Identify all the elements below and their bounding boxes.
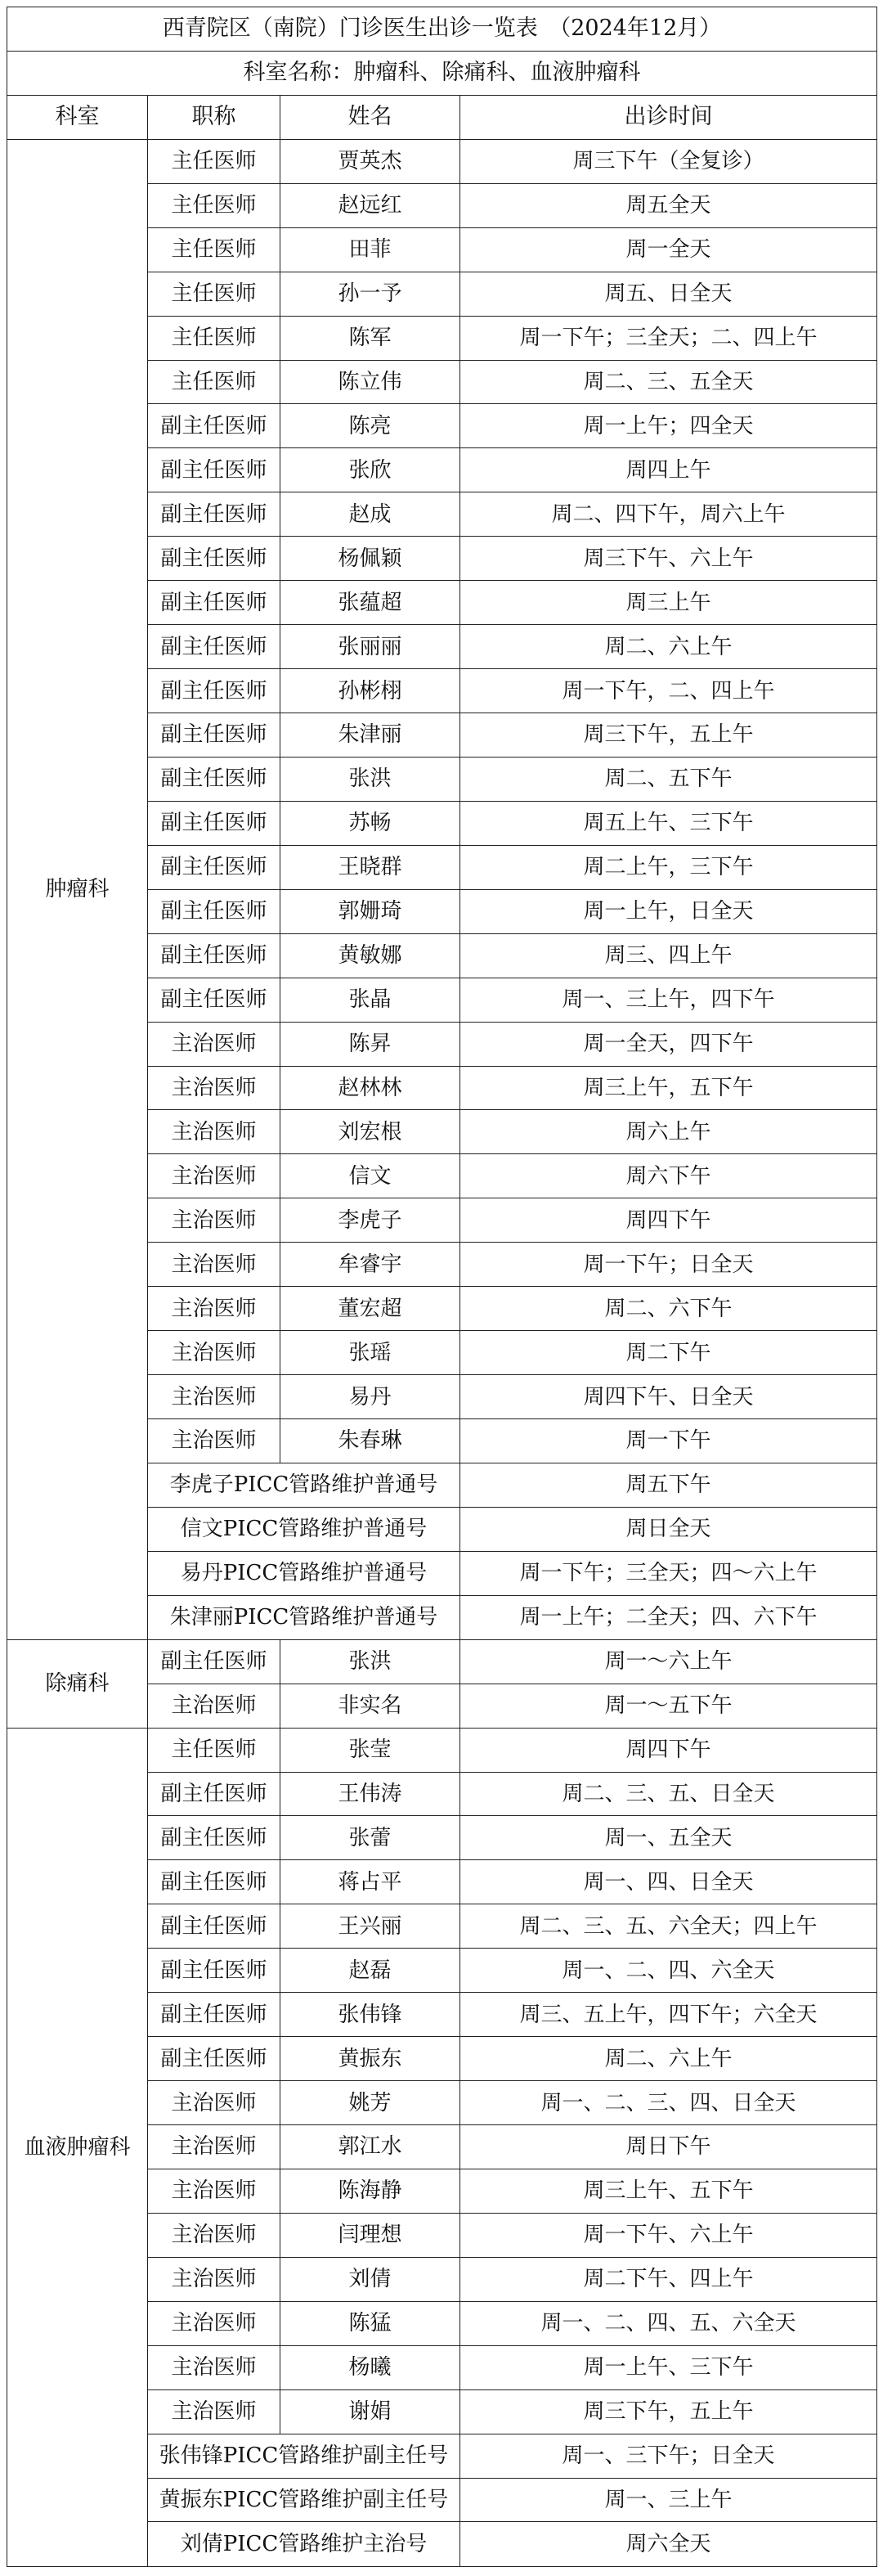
department-cell: 血液肿瘤科 [7,1728,148,2566]
doctor-name-cell: 苏畅 [280,801,460,845]
title-cell: 副主任医师 [148,1772,280,1816]
doctor-name-cell: 牟睿宇 [280,1243,460,1287]
doctor-name-cell: 张蕴超 [280,581,460,625]
schedule-time-cell: 周四上午 [460,448,877,492]
schedule-time-cell: 周四下午 [460,1728,877,1772]
schedule-time-cell: 周三、四上午 [460,933,877,978]
header-department: 科室 [7,95,148,139]
doctor-name-cell: 王伟涛 [280,1772,460,1816]
schedule-time-cell: 周二、四下午，周六上午 [460,492,877,537]
title-cell: 副主任医师 [148,889,280,933]
schedule-time-cell: 周三上午、五下午 [460,2169,877,2213]
title-cell: 副主任医师 [148,581,280,625]
schedule-time-cell: 周一、三上午 [460,2478,877,2522]
title-cell: 副主任医师 [148,933,280,978]
title-cell: 副主任医师 [148,1860,280,1904]
schedule-time-cell: 周二、三、五、六全天；四上午 [460,1904,877,1949]
schedule-table [7,7,877,2567]
schedule-time-cell: 周五下午 [460,1463,877,1507]
doctor-name-cell: 闫理想 [280,2213,460,2257]
title-cell: 主治医师 [148,1684,280,1728]
doctor-name-cell: 董宏超 [280,1287,460,1331]
schedule-time-cell: 周三下午（全复诊） [460,139,877,183]
table-row [7,1728,877,1772]
doctor-name-cell: 朱春琳 [280,1419,460,1463]
title-cell: 副主任医师 [148,1993,280,2037]
title-cell: 副主任医师 [148,2037,280,2081]
doctor-name-cell: 赵远红 [280,183,460,227]
title-cell: 主任医师 [148,183,280,227]
schedule-time-cell: 周一上午，日全天 [460,889,877,933]
doctor-name-cell: 姚芳 [280,2081,460,2125]
title-cell: 主治医师 [148,2081,280,2125]
header-row [7,95,877,139]
schedule-time-cell: 周二、三、五、日全天 [460,1772,877,1816]
title-cell: 主治医师 [148,1375,280,1419]
doctor-name-cell: 王兴丽 [280,1904,460,1949]
doctor-name-cell: 张洪 [280,757,460,801]
doctor-name-cell: 张丽丽 [280,625,460,669]
title-cell: 副主任医师 [148,845,280,889]
picc-service-cell: 朱津丽PICC管路维护普通号 [148,1595,460,1639]
title-cell: 副主任医师 [148,492,280,537]
doctor-name-cell: 陈昇 [280,1022,460,1066]
doctor-name-cell: 孙一予 [280,272,460,316]
title-cell: 主任医师 [148,360,280,404]
doctor-name-cell: 信文 [280,1154,460,1198]
title-cell: 主治医师 [148,2301,280,2345]
title-cell: 主任医师 [148,139,280,183]
schedule-time-cell: 周六下午 [460,1154,877,1198]
doctor-name-cell: 张莹 [280,1728,460,1772]
schedule-time-cell: 周一、三下午；日全天 [460,2434,877,2478]
schedule-time-cell: 周二、五下午 [460,757,877,801]
table-title: 西青院区（南院）门诊医生出诊一览表 （2024年12月） [7,7,877,52]
title-cell: 副主任医师 [148,757,280,801]
title-cell: 主治医师 [148,1287,280,1331]
doctor-name-cell: 黄振东 [280,2037,460,2081]
schedule-time-cell: 周三上午，五下午 [460,1066,877,1110]
doctor-name-cell: 赵林林 [280,1066,460,1110]
title-cell: 副主任医师 [148,448,280,492]
table-row [7,139,877,183]
title-cell: 副主任医师 [148,1639,280,1684]
title-cell: 副主任医师 [148,801,280,845]
doctor-name-cell: 郭姗琦 [280,889,460,933]
schedule-time-cell: 周三、五上午，四下午；六全天 [460,1993,877,2037]
doctor-name-cell: 张伟锋 [280,1993,460,2037]
table-row [7,1639,877,1684]
title-cell: 主治医师 [148,1066,280,1110]
schedule-time-cell: 周日全天 [460,1507,877,1551]
title-cell: 主任医师 [148,272,280,316]
title-cell: 主治医师 [148,2169,280,2213]
schedule-time-cell: 周一下午、六上午 [460,2213,877,2257]
schedule-time-cell: 周二上午，三下午 [460,845,877,889]
picc-service-cell: 刘倩PICC管路维护主治号 [148,2522,460,2567]
schedule-time-cell: 周三下午，五上午 [460,2389,877,2434]
schedule-time-cell: 周三下午、六上午 [460,537,877,581]
picc-service-cell: 易丹PICC管路维护普通号 [148,1551,460,1595]
title-cell: 副主任医师 [148,537,280,581]
doctor-name-cell: 张蕾 [280,1816,460,1860]
title-cell: 主治医师 [148,2345,280,2389]
schedule-time-cell: 周三上午 [460,581,877,625]
title-cell: 主任医师 [148,316,280,360]
schedule-time-cell: 周二、六下午 [460,1287,877,1331]
header-title: 职称 [148,95,280,139]
title-cell: 主治医师 [148,1419,280,1463]
schedule-time-cell: 周一下午；日全天 [460,1243,877,1287]
picc-service-cell: 黄振东PICC管路维护副主任号 [148,2478,460,2522]
title-cell: 副主任医师 [148,1816,280,1860]
schedule-time-cell: 周一下午；三全天；四～六上午 [460,1551,877,1595]
schedule-time-cell: 周四下午、日全天 [460,1375,877,1419]
schedule-time-cell: 周一、二、四、六全天 [460,1949,877,1993]
doctor-name-cell: 陈立伟 [280,360,460,404]
header-time: 出诊时间 [460,95,877,139]
schedule-time-cell: 周一、二、三、四、日全天 [460,2081,877,2125]
schedule-time-cell: 周二下午 [460,1331,877,1375]
schedule-time-cell: 周三下午，五上午 [460,713,877,758]
title-cell: 主治医师 [148,1022,280,1066]
doctor-name-cell: 张晶 [280,978,460,1022]
doctor-name-cell: 非实名 [280,1684,460,1728]
picc-service-cell: 张伟锋PICC管路维护副主任号 [148,2434,460,2478]
schedule-time-cell: 周五全天 [460,183,877,227]
doctor-name-cell: 王晓群 [280,845,460,889]
schedule-time-cell: 周日下午 [460,2125,877,2169]
doctor-name-cell: 刘倩 [280,2257,460,2301]
doctor-name-cell: 谢娟 [280,2389,460,2434]
doctor-name-cell: 张欣 [280,448,460,492]
doctor-name-cell: 易丹 [280,1375,460,1419]
doctor-name-cell: 赵磊 [280,1949,460,1993]
schedule-time-cell: 周一、五全天 [460,1816,877,1860]
doctor-name-cell: 田菲 [280,227,460,272]
schedule-time-cell: 周一全天，四下午 [460,1022,877,1066]
title-cell: 主治医师 [148,1154,280,1198]
title-cell: 副主任医师 [148,1949,280,1993]
schedule-time-cell: 周四下午 [460,1198,877,1243]
schedule-time-cell: 周一下午；三全天；二、四上午 [460,316,877,360]
header-name: 姓名 [280,95,460,139]
doctor-name-cell: 陈军 [280,316,460,360]
title-cell: 主治医师 [148,2213,280,2257]
doctor-name-cell: 郭江水 [280,2125,460,2169]
schedule-time-cell: 周一、四、日全天 [460,1860,877,1904]
schedule-time-cell: 周一全天 [460,227,877,272]
department-names: 科室名称：肿瘤科、除痛科、血液肿瘤科 [7,51,877,95]
title-cell: 主任医师 [148,1728,280,1772]
doctor-name-cell: 刘宏根 [280,1110,460,1154]
doctor-name-cell: 张洪 [280,1639,460,1684]
department-cell: 肿瘤科 [7,139,148,1639]
schedule-time-cell: 周二、六上午 [460,2037,877,2081]
title-cell: 主治医师 [148,1110,280,1154]
title-cell: 主治医师 [148,1243,280,1287]
title-cell: 副主任医师 [148,404,280,448]
title-cell: 副主任医师 [148,713,280,758]
doctor-name-cell: 贾英杰 [280,139,460,183]
schedule-time-cell: 周二、六上午 [460,625,877,669]
schedule-time-cell: 周一～六上午 [460,1639,877,1684]
title-cell: 主治医师 [148,2125,280,2169]
schedule-time-cell: 周二下午、四上午 [460,2257,877,2301]
schedule-time-cell: 周五上午、三下午 [460,801,877,845]
doctor-name-cell: 陈亮 [280,404,460,448]
doctor-name-cell: 李虎子 [280,1198,460,1243]
schedule-time-cell: 周一～五下午 [460,1684,877,1728]
schedule-time-cell: 周一上午；四全天 [460,404,877,448]
title-cell: 副主任医师 [148,978,280,1022]
title-cell: 副主任医师 [148,1904,280,1949]
title-cell: 副主任医师 [148,669,280,713]
schedule-time-cell: 周一、二、四、五、六全天 [460,2301,877,2345]
picc-service-cell: 李虎子PICC管路维护普通号 [148,1463,460,1507]
title-cell: 主治医师 [148,1331,280,1375]
schedule-time-cell: 周六上午 [460,1110,877,1154]
title-cell: 副主任医师 [148,625,280,669]
doctor-name-cell: 杨曦 [280,2345,460,2389]
subtitle-row [7,51,877,95]
title-row [7,7,877,52]
schedule-time-cell: 周一、三上午，四下午 [460,978,877,1022]
schedule-time-cell: 周一下午，二、四上午 [460,669,877,713]
schedule-time-cell: 周一上午；二全天；四、六下午 [460,1595,877,1639]
doctor-name-cell: 朱津丽 [280,713,460,758]
schedule-time-cell: 周二、三、五全天 [460,360,877,404]
doctor-name-cell: 黄敏娜 [280,933,460,978]
schedule-time-cell: 周五、日全天 [460,272,877,316]
doctor-name-cell: 张瑶 [280,1331,460,1375]
doctor-name-cell: 陈猛 [280,2301,460,2345]
doctor-name-cell: 孙彬栩 [280,669,460,713]
doctor-name-cell: 赵成 [280,492,460,537]
doctor-name-cell: 蒋占平 [280,1860,460,1904]
department-cell: 除痛科 [7,1639,148,1728]
title-cell: 主治医师 [148,2257,280,2301]
schedule-time-cell: 周一上午、三下午 [460,2345,877,2389]
doctor-name-cell: 杨佩颖 [280,537,460,581]
picc-service-cell: 信文PICC管路维护普通号 [148,1507,460,1551]
title-cell: 主任医师 [148,227,280,272]
schedule-time-cell: 周一下午 [460,1419,877,1463]
schedule-time-cell: 周六全天 [460,2522,877,2567]
title-cell: 主治医师 [148,2389,280,2434]
title-cell: 主治医师 [148,1198,280,1243]
doctor-name-cell: 陈海静 [280,2169,460,2213]
